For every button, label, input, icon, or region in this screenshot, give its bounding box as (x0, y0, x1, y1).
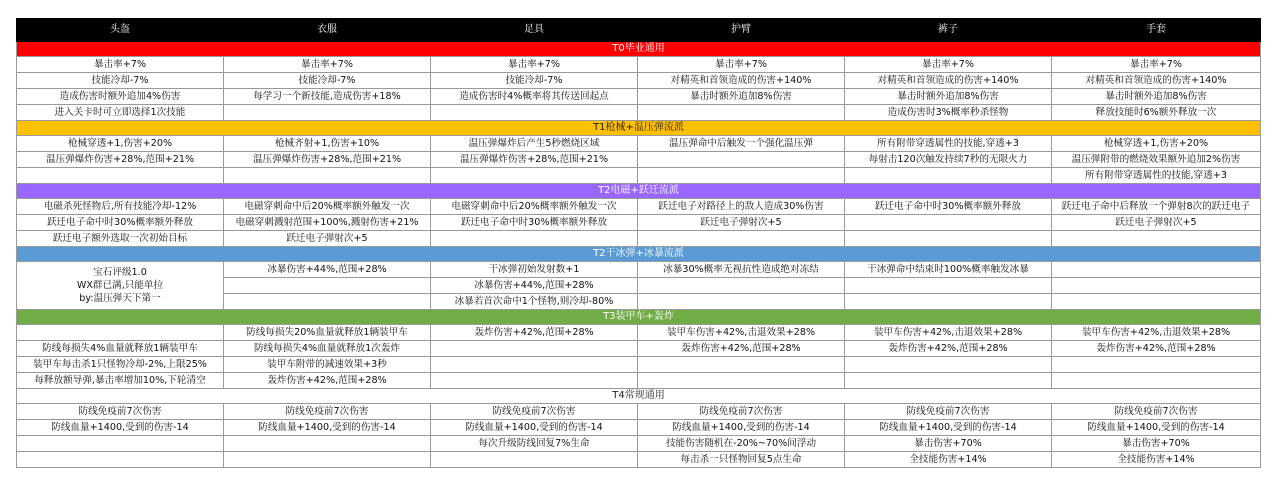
table-cell: 跃迁电子命中时30%概率额外释放 (17, 215, 224, 231)
table-cell: 跃迁电子对路径上的敌人造成30%伤害 (638, 199, 845, 215)
table-cell: 装甲车每击杀1只怪物冷却-2%,上限25% (17, 357, 224, 373)
table-cell (1052, 373, 1261, 389)
table-cell: 进入关卡时可立即选择1次技能 (17, 105, 224, 121)
table-cell: 电磁穿刺溅射范围+100%,溅射伤害+21% (224, 215, 431, 231)
header-gloves: 手套 (1052, 19, 1261, 42)
rating-note-line: by:温压弹天下第一 (79, 293, 161, 304)
table-cell: 暴击率+7% (431, 57, 638, 73)
table-cell (638, 152, 845, 168)
table-cell: 对精英和首领造成的伤害+140% (1052, 73, 1261, 89)
section-title: T3装甲车+轰炸 (17, 310, 1261, 325)
table-cell: 暴击率+7% (17, 57, 224, 73)
table-cell: 技能冷却-7% (431, 73, 638, 89)
table-cell: 防线每损失4%血量就释放1辆装甲车 (17, 341, 224, 357)
table-row (17, 73, 1261, 89)
table-cell: 暴击时额外追加8%伤害 (1052, 89, 1261, 105)
table-cell: 每学习一个新技能,造成伤害+18% (224, 89, 431, 105)
table-cell: 对精英和首领造成的伤害+140% (845, 73, 1052, 89)
table-cell: 温压弹爆炸伤害+28%,范围+21% (224, 152, 431, 168)
section-header-row (17, 247, 1261, 262)
table-cell (1052, 294, 1261, 310)
header-bracers: 护臂 (638, 19, 845, 42)
table-cell: 防线血量+1400,受到的伤害-14 (17, 420, 224, 436)
table-row (17, 168, 1261, 184)
table-cell: 电磁穿刺命中后20%概率额外触发一次 (224, 199, 431, 215)
table-cell (638, 357, 845, 373)
table-cell (845, 357, 1052, 373)
table-cell (224, 105, 431, 121)
table-cell: 暴击率+7% (1052, 57, 1261, 73)
table-cell: 防线免疫前7次伤害 (431, 404, 638, 420)
table-row (17, 215, 1261, 231)
table-cell: 电磁穿刺命中后20%概率额外触发一次 (431, 199, 638, 215)
table-cell: 技能冷却-7% (17, 73, 224, 89)
table-cell: 技能冷却-7% (224, 73, 431, 89)
table-cell (638, 278, 845, 294)
table-cell: 每射击120次触发持续7秒的无限火力 (845, 152, 1052, 168)
rating-note-cell (17, 262, 224, 310)
table-cell (224, 294, 431, 310)
table-cell: 所有附带穿透属性的技能,穿透+3 (845, 136, 1052, 152)
table-cell (224, 278, 431, 294)
table-cell (17, 325, 224, 341)
equipment-gem-table (16, 18, 1261, 468)
header-armor: 衣服 (224, 19, 431, 42)
section-header-row (17, 310, 1261, 325)
table-cell (431, 357, 638, 373)
table-cell: 冰暴伤害+44%,范围+28% (224, 262, 431, 278)
table-cell: 干冰弹命中结束时100%概率触发冰暴 (845, 262, 1052, 278)
table-cell (17, 168, 224, 184)
table-cell: 造成伤害时额外追加4%伤害 (17, 89, 224, 105)
table-cell (638, 373, 845, 389)
table-cell: 跃迁电子弹射次+5 (638, 215, 845, 231)
table-cell: 防线每损失4%血量就释放1次轰炸 (224, 341, 431, 357)
table-cell (638, 105, 845, 121)
section-title: T1枪械+温压弹流派 (17, 121, 1261, 136)
table-cell: 跃迁电子命中后释放一个弹射8次的跃迁电子 (1052, 199, 1261, 215)
table-cell (431, 105, 638, 121)
table-cell: 防线免疫前7次伤害 (224, 404, 431, 420)
table-cell: 干冰弹初始发射数+1 (431, 262, 638, 278)
table-cell (431, 231, 638, 247)
table-row (17, 105, 1261, 121)
table-cell: 全技能伤害+14% (845, 452, 1052, 468)
table-cell: 温压弹爆炸伤害+28%,范围+21% (17, 152, 224, 168)
table-row (17, 136, 1261, 152)
table-cell: 轰炸伤害+42%,范围+28% (431, 325, 638, 341)
rating-note-line: 宝石评级1.0 (93, 267, 147, 278)
table-cell: 跃迁电子命中时30%概率额外释放 (431, 215, 638, 231)
table-row (17, 199, 1261, 215)
table-row (17, 341, 1261, 357)
section-header-row (17, 184, 1261, 199)
section-header-row (17, 121, 1261, 136)
table-cell (1052, 278, 1261, 294)
table-cell: 轰炸伤害+42%,范围+28% (638, 341, 845, 357)
table-row (17, 357, 1261, 373)
table-cell: 技能伤害随机在-20%~70%间浮动 (638, 436, 845, 452)
table-cell (845, 278, 1052, 294)
table-cell: 枪械穿透+1,伤害+20% (1052, 136, 1261, 152)
table-cell: 暴击时额外追加8%伤害 (845, 89, 1052, 105)
table-cell: 温压弹爆炸伤害+28%,范围+21% (431, 152, 638, 168)
table-cell: 跃迁电子弹射次+5 (224, 231, 431, 247)
table-cell: 防线免疫前7次伤害 (1052, 404, 1261, 420)
table-cell: 跃迁电子命中时30%概率额外释放 (845, 199, 1052, 215)
table-row (17, 436, 1261, 452)
table-cell: 暴击时额外追加8%伤害 (638, 89, 845, 105)
table-cell: 暴击伤害+70% (1052, 436, 1261, 452)
table-cell: 对精英和首领造成的伤害+140% (638, 73, 845, 89)
table-cell: 释放技能时6%额外释放一次 (1052, 105, 1261, 121)
table-cell: 装甲车伤害+42%,击退效果+28% (845, 325, 1052, 341)
table-cell: 跃迁电子额外选取一次初始目标 (17, 231, 224, 247)
table-cell (17, 452, 224, 468)
table-cell (431, 341, 638, 357)
table-cell: 温压弹爆炸后产生5秒燃烧区域 (431, 136, 638, 152)
table-cell: 暴击率+7% (845, 57, 1052, 73)
table-cell (845, 231, 1052, 247)
table-cell: 暴击率+7% (224, 57, 431, 73)
table-cell: 每击杀一只怪物回复5点生命 (638, 452, 845, 468)
table-cell (431, 452, 638, 468)
table-cell: 冰暴若首次命中1个怪物,则冷却-80% (431, 294, 638, 310)
table-cell: 枪械穿透+1,伤害+20% (17, 136, 224, 152)
table-cell: 防线每损失20%血量就释放1辆装甲车 (224, 325, 431, 341)
section-title: T4常规通用 (17, 389, 1261, 404)
table-row (17, 373, 1261, 389)
table-cell (845, 168, 1052, 184)
table-cell: 温压弹附带的燃烧效果额外追加2%伤害 (1052, 152, 1261, 168)
table-cell: 装甲车伤害+42%,击退效果+28% (1052, 325, 1261, 341)
table-row (17, 231, 1261, 247)
section-title: T2电磁+跃迁流派 (17, 184, 1261, 199)
table-row (17, 262, 1261, 278)
table-cell: 防线血量+1400,受到的伤害-14 (224, 420, 431, 436)
section-title: T0毕业通用 (17, 42, 1261, 57)
table-cell (1052, 262, 1261, 278)
table-row (17, 420, 1261, 436)
table-cell: 每次升级防线回复7%生命 (431, 436, 638, 452)
table-row (17, 57, 1261, 73)
header-boots: 足具 (431, 19, 638, 42)
table-cell: 全技能伤害+14% (1052, 452, 1261, 468)
table-cell (224, 436, 431, 452)
table-cell: 防线免疫前7次伤害 (17, 404, 224, 420)
table-cell (431, 373, 638, 389)
table-cell (1052, 231, 1261, 247)
table-cell: 防线免疫前7次伤害 (845, 404, 1052, 420)
table-row (17, 452, 1261, 468)
table-cell: 轰炸伤害+42%,范围+28% (845, 341, 1052, 357)
header-helmet: 头盔 (17, 19, 224, 42)
table-cell: 造成伤害时4%概率将其传送回起点 (431, 89, 638, 105)
section-header-row (17, 389, 1261, 404)
table-cell: 暴击率+7% (638, 57, 845, 73)
table-cell: 所有附带穿透属性的技能,穿透+3 (1052, 168, 1261, 184)
table-cell: 装甲车伤害+42%,击退效果+28% (638, 325, 845, 341)
table-cell: 枪械齐射+1,伤害+10% (224, 136, 431, 152)
section-header-row (17, 42, 1261, 57)
table-cell (17, 436, 224, 452)
table-cell (224, 452, 431, 468)
table-cell (638, 168, 845, 184)
table-cell: 温压弹命中后触发一个强化温压弹 (638, 136, 845, 152)
table-cell: 防线血量+1400,受到的伤害-14 (845, 420, 1052, 436)
table-cell (1052, 357, 1261, 373)
table-cell: 电磁杀死怪物后,所有技能冷却-12% (17, 199, 224, 215)
table-row (17, 325, 1261, 341)
table-cell (638, 294, 845, 310)
table-cell: 轰炸伤害+42%,范围+28% (224, 373, 431, 389)
table-cell: 防线血量+1400,受到的伤害-14 (638, 420, 845, 436)
table-cell: 冰暴30%概率无视抗性造成绝对冻结 (638, 262, 845, 278)
table-cell: 装甲车附带的减速效果+3秒 (224, 357, 431, 373)
table-cell: 暴击伤害+70% (845, 436, 1052, 452)
equipment-gem-table-sheet (16, 18, 1260, 468)
section-title: T2干冰弹+冰暴流派 (17, 247, 1261, 262)
table-row (17, 89, 1261, 105)
table-cell: 防线免疫前7次伤害 (638, 404, 845, 420)
table-cell (845, 373, 1052, 389)
table-cell (224, 168, 431, 184)
table-cell (638, 231, 845, 247)
header-pants: 裤子 (845, 19, 1052, 42)
table-cell (431, 168, 638, 184)
table-row (17, 404, 1261, 420)
table-cell (845, 215, 1052, 231)
table-cell: 跃迁电子弹射次+5 (1052, 215, 1261, 231)
table-cell: 造成伤害时3%概率秒杀怪物 (845, 105, 1052, 121)
table-cell: 冰暴伤害+44%,范围+28% (431, 278, 638, 294)
table-cell: 防线血量+1400,受到的伤害-14 (1052, 420, 1261, 436)
header-row (17, 19, 1261, 42)
table-cell: 防线血量+1400,受到的伤害-14 (431, 420, 638, 436)
table-cell (845, 294, 1052, 310)
table-cell: 轰炸伤害+42%,范围+28% (1052, 341, 1261, 357)
table-row (17, 152, 1261, 168)
table-cell: 每释放额导弹,暴击率增加10%,下轮清空 (17, 373, 224, 389)
rating-note-line: WX群已满,只能单拉 (76, 280, 164, 291)
